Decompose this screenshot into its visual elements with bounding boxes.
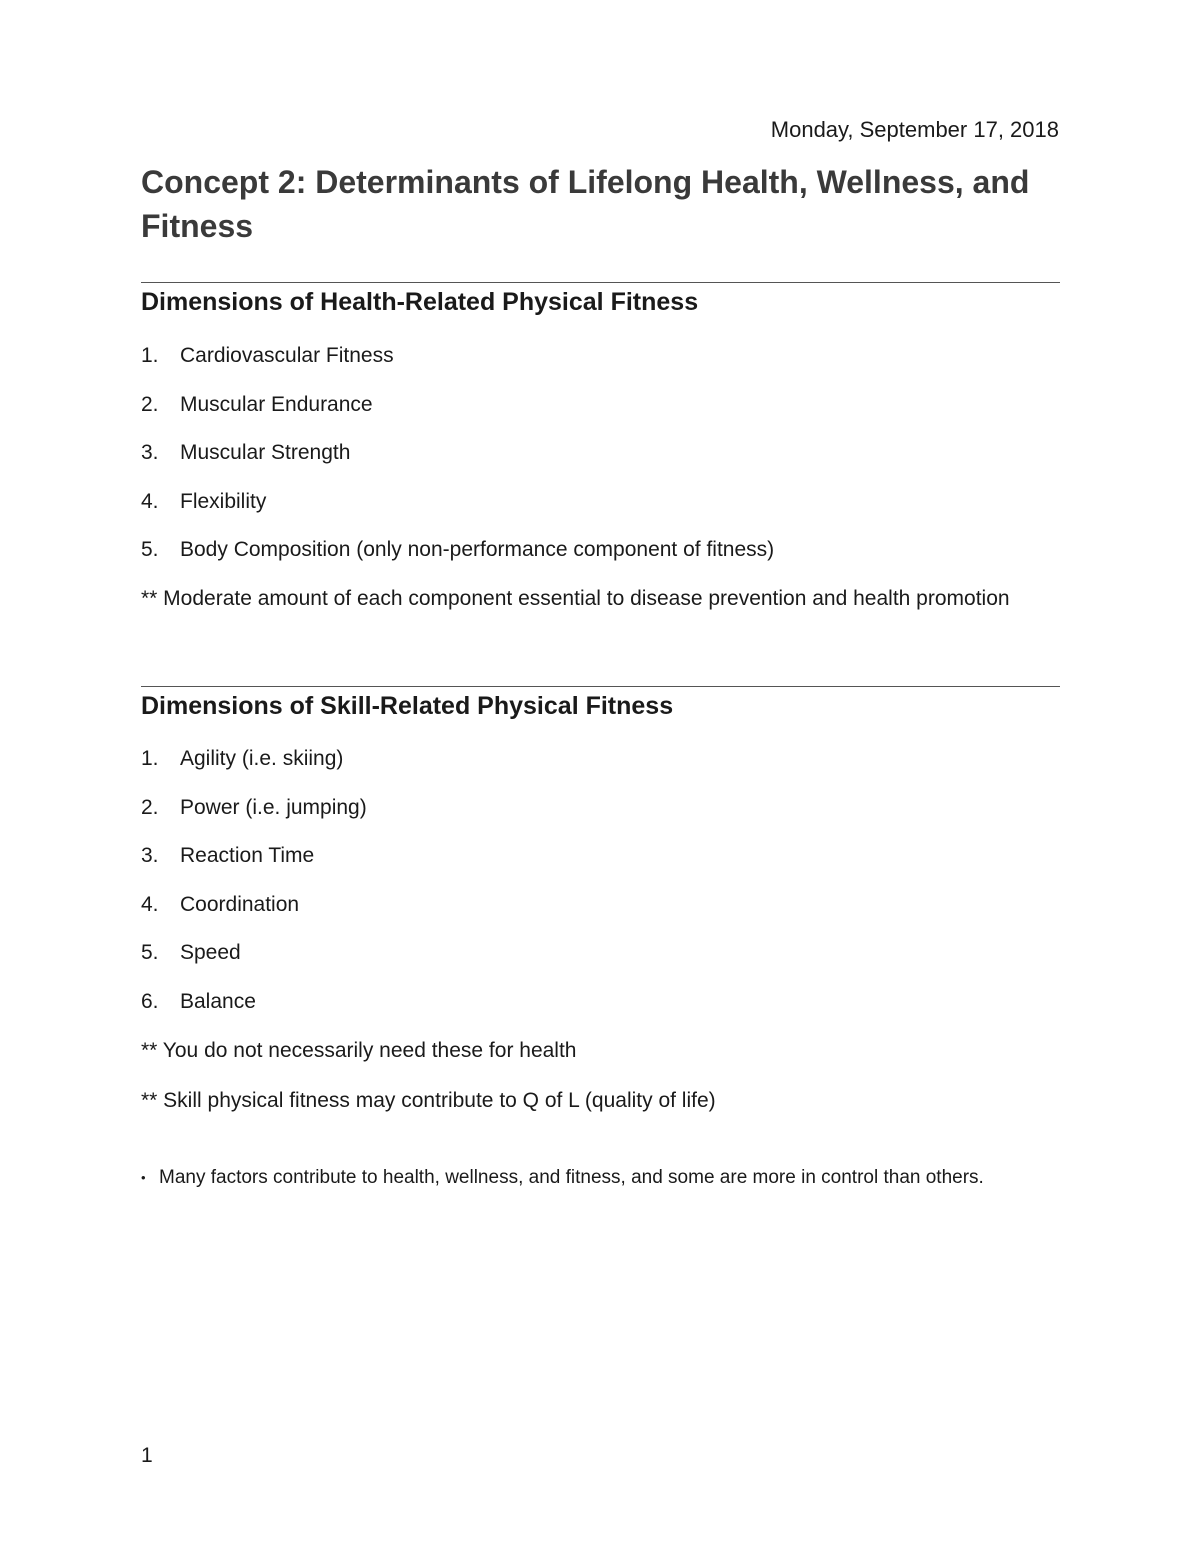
list-number: 3. bbox=[141, 844, 159, 868]
health-note: ** Moderate amount of each component essential to disease prevention and health promotion bbox=[141, 587, 1010, 610]
list-item bbox=[141, 341, 774, 390]
list-text: Agility (i.e. skiing) bbox=[180, 747, 344, 770]
list-text: Flexibility bbox=[180, 489, 267, 513]
list-item bbox=[141, 744, 367, 793]
list-number: 1. bbox=[141, 344, 159, 367]
section-heading-skill: Dimensions of Skill-Related Physical Fitness bbox=[141, 692, 674, 720]
page-title: Concept 2: Determinants of Lifelong Health, Wellness, and Fitness bbox=[141, 164, 1030, 244]
list-number: 1. bbox=[141, 747, 159, 770]
list-item bbox=[141, 987, 367, 1036]
list-text: Reaction Time bbox=[180, 844, 315, 868]
date-line: Monday, September 17, 2018 bbox=[770, 117, 1059, 142]
list-number: 4. bbox=[141, 892, 159, 916]
section-divider bbox=[141, 282, 1060, 283]
list-item bbox=[141, 535, 774, 584]
list-item bbox=[141, 438, 774, 487]
bullet-text: Many factors contribute to health, wellness, and fitness, and some are more in control than others. bbox=[159, 1167, 984, 1188]
list-item bbox=[141, 390, 774, 439]
list-text: Balance bbox=[180, 989, 256, 1013]
list-text: Speed bbox=[180, 941, 241, 965]
list-item bbox=[141, 793, 367, 842]
section-heading-health: Dimensions of Health-Related Physical Fitness bbox=[141, 288, 699, 316]
list-number: 3. bbox=[141, 441, 159, 465]
bullet-icon: • bbox=[141, 1170, 146, 1185]
list-text: Body Composition (only non-performance component of fitness) bbox=[180, 538, 775, 562]
list-item bbox=[141, 841, 367, 890]
page-number: 1 bbox=[141, 1444, 153, 1467]
list-text: Muscular Strength bbox=[180, 441, 351, 465]
list-item bbox=[141, 487, 774, 536]
list-number: 4. bbox=[141, 489, 159, 513]
list-item bbox=[141, 890, 367, 939]
list-number: 5. bbox=[141, 941, 159, 965]
section-divider bbox=[141, 686, 1060, 687]
skill-note: ** You do not necessarily need these for health bbox=[141, 1039, 577, 1062]
skill-fitness-list bbox=[141, 744, 367, 1036]
list-number: 2. bbox=[141, 795, 159, 819]
skill-note: ** Skill physical fitness may contribute to Q of L (quality of life) bbox=[141, 1089, 716, 1112]
list-text: Power (i.e. jumping) bbox=[180, 795, 367, 819]
bullet-item bbox=[141, 1166, 1059, 1190]
list-number: 5. bbox=[141, 538, 159, 562]
list-number: 6. bbox=[141, 989, 159, 1013]
list-text: Cardiovascular Fitness bbox=[180, 344, 394, 367]
list-number: 2. bbox=[141, 392, 159, 416]
health-fitness-list bbox=[141, 341, 774, 584]
list-item bbox=[141, 938, 367, 987]
list-text: Muscular Endurance bbox=[180, 392, 373, 416]
list-text: Coordination bbox=[180, 892, 300, 916]
